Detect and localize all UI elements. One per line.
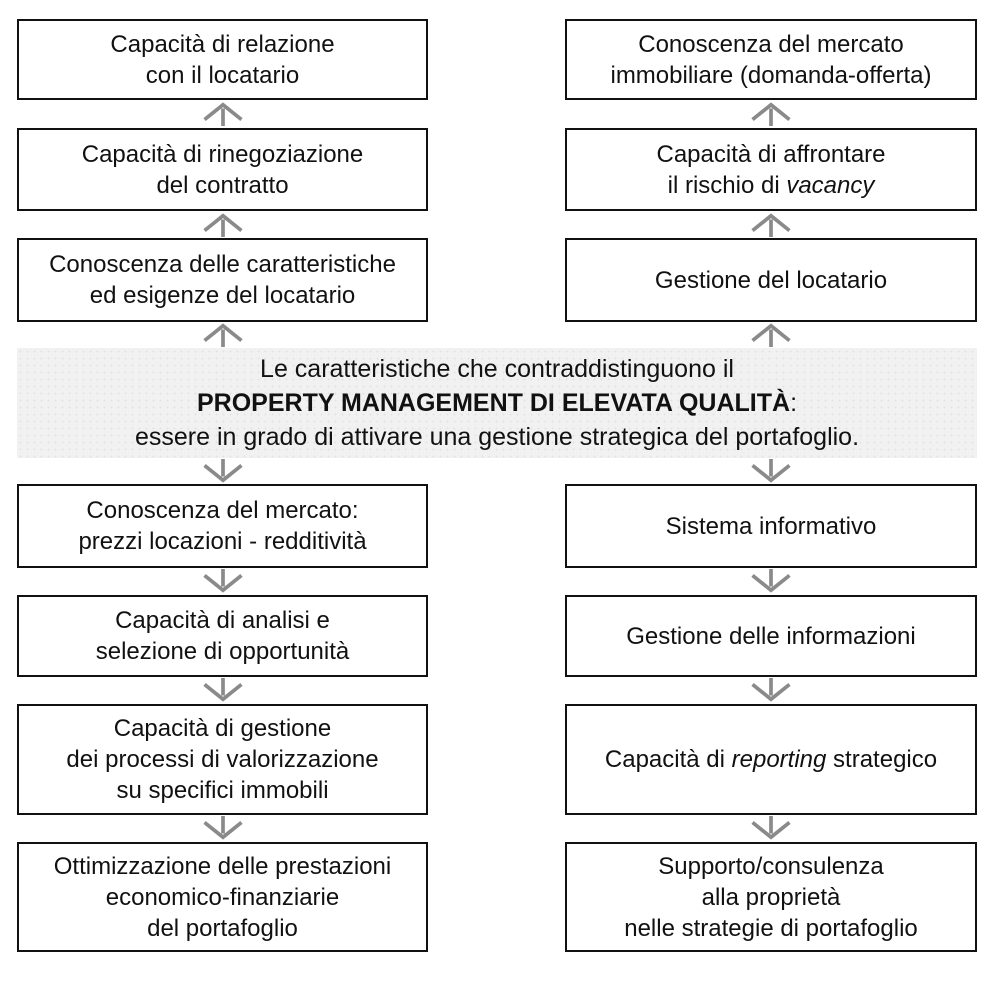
text-line: Capacità di rinegoziazione (81, 140, 364, 168)
arrow-down-icon (200, 569, 246, 593)
text-line: alla proprietà (701, 883, 841, 911)
text-line: Conoscenza delle caratteristiche (49, 251, 396, 278)
text-line: economico-finanziarie (105, 883, 340, 911)
arrow-down-icon (748, 678, 794, 702)
box-sistema-informativo (565, 484, 977, 568)
box-supporto-consulenza (565, 842, 977, 952)
text-line: essere in grado di attivare una gestione strategica del portafoglio. (134, 423, 860, 451)
text-line: prezzi locazioni - redditività (78, 528, 367, 555)
arrow-down-icon (200, 459, 246, 483)
text-line: con il locatario (145, 61, 300, 89)
text-line: Capacità di analisi e (115, 607, 330, 634)
text-line: Supporto/consulenza (658, 852, 884, 880)
text-line: Capacità di gestione (113, 715, 332, 742)
text-line: dei processi di valorizzazione (66, 746, 379, 773)
box-gestione-valorizzazione (17, 704, 428, 815)
arrow-up-icon (200, 323, 246, 347)
box-conoscenza-mercato-prezzi (17, 484, 428, 568)
box-reporting-strategico (565, 704, 977, 815)
text-line: Gestione delle informazioni (626, 622, 916, 650)
box-capacita-relazione (17, 19, 428, 100)
box-gestione-informazioni (565, 595, 977, 677)
text-line: Ottimizzazione delle prestazioni (53, 852, 392, 880)
box-rinegoziazione-contratto (17, 128, 428, 211)
box-analisi-opportunita (17, 595, 428, 677)
arrow-down-icon (200, 678, 246, 702)
text-line: nelle strategie di portafoglio (624, 914, 918, 942)
text-line: Capacità di relazione (110, 30, 335, 58)
arrow-down-icon (748, 459, 794, 483)
text-line: selezione di opportunità (95, 638, 350, 665)
text-line: Sistema informativo (665, 512, 877, 540)
arrow-up-icon (748, 102, 794, 126)
text-line: immobiliare (domanda-offerta) (610, 61, 932, 89)
text-line: Le caratteristiche che contraddistinguono il (260, 355, 734, 383)
text-line: del portafoglio (147, 914, 298, 942)
text-line: Gestione del locatario (654, 266, 888, 294)
box-conoscenza-mercato-immobiliare (565, 19, 977, 100)
text-line: del contratto (156, 171, 289, 199)
text-line: Conoscenza del mercato (638, 30, 904, 58)
text-line: su specifici immobili (116, 777, 329, 804)
arrow-down-icon (200, 816, 246, 840)
box-gestione-locatario (565, 238, 977, 322)
box-ottimizzazione-prestazioni (17, 842, 428, 952)
arrow-up-icon (200, 102, 246, 126)
arrow-down-icon (748, 569, 794, 593)
arrow-up-icon (748, 323, 794, 347)
text-line: Capacità di affrontare (656, 140, 886, 168)
text-line: PROPERTY MANAGEMENT DI ELEVATA QUALITÀ: (196, 389, 798, 417)
box-rischio-vacancy (565, 128, 977, 211)
text-line: il rischio di vacancy (667, 171, 875, 199)
box-conoscenza-caratteristiche-locatario (17, 238, 428, 322)
text-line: ed esigenze del locatario (89, 282, 356, 309)
text-line: Capacità di reporting strategico (604, 746, 938, 773)
arrow-up-icon (748, 213, 794, 237)
center-statement-band (17, 348, 977, 458)
arrow-up-icon (200, 213, 246, 237)
arrow-down-icon (748, 816, 794, 840)
text-line: Conoscenza del mercato: (86, 497, 359, 524)
